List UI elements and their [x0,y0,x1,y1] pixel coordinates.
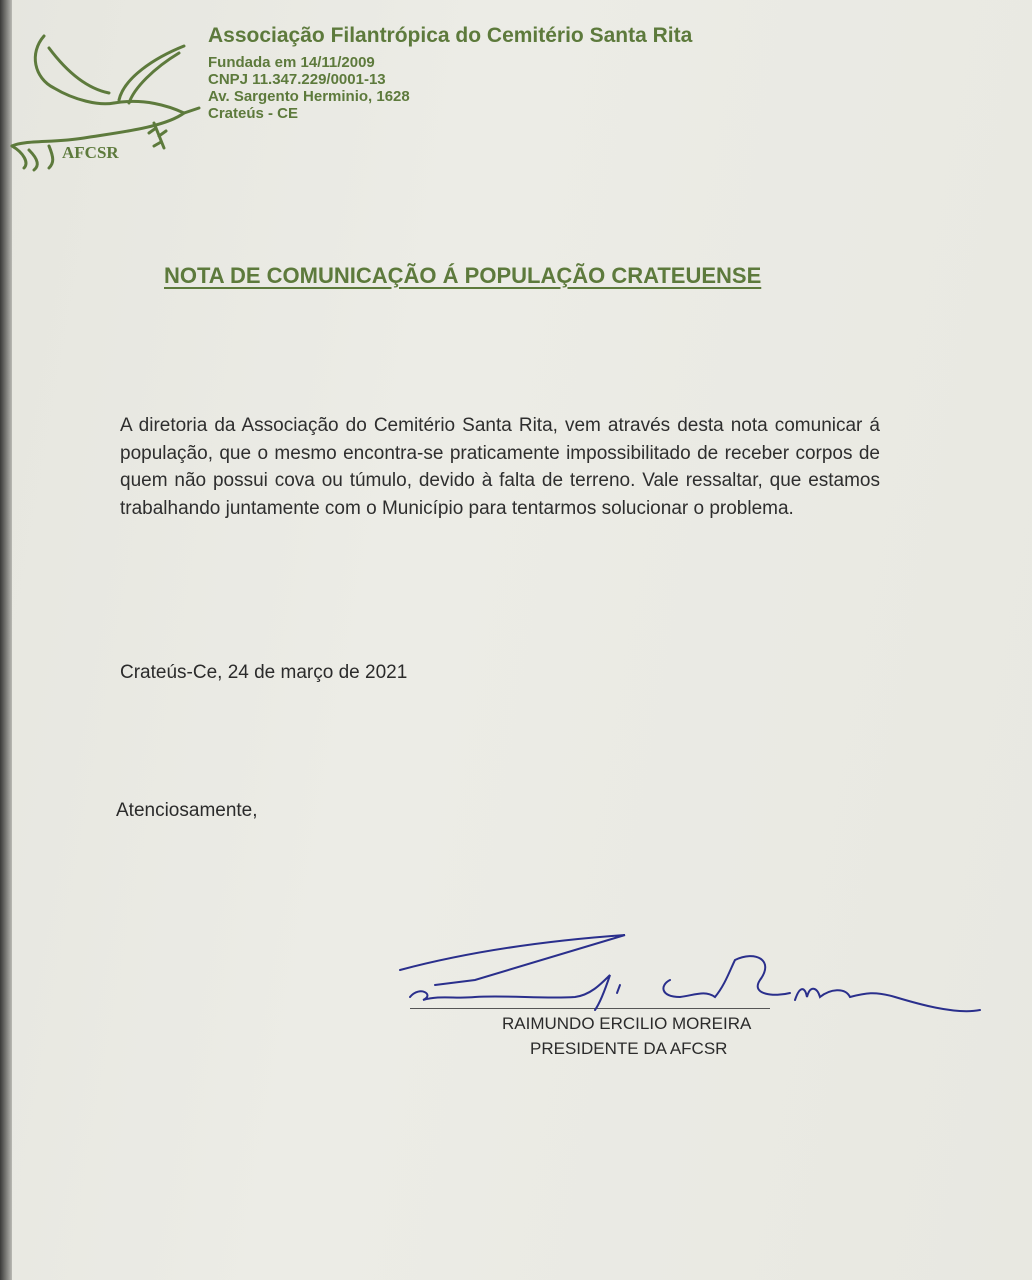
dove-logo-icon [4,28,204,178]
city: Crateús - CE [208,105,299,122]
closing: Atenciosamente, [116,800,258,821]
logo-text: AFCSR [62,143,119,162]
document-body: A diretoria da Associação do Cemitério Santa Rita, vem através desta nota comunicar á população, que o mesmo encontra-se praticamente impossibilitado de receber corpos de quem não possui cova ou túmulo, devido à falta de terreno. Vale ressaltar, que estamos trabalhando juntamente com o Município para tentarmos solucionar o problema. [120,415,880,519]
cnpj: CNPJ 11.347.229/0001-13 [208,71,386,88]
founded-date: Fundada em 14/11/2009 [208,54,375,71]
signatory-name: RAIMUNDO ERCILIO MOREIRA [502,1014,752,1033]
address: Av. Sargento Herminio, 1628 [208,88,410,105]
letterhead [208,24,692,122]
photo-edge-shadow [0,0,12,1280]
date-line: Crateús-Ce, 24 de março de 2021 [120,662,408,683]
signatory-role: PRESIDENTE DA AFCSR [530,1039,728,1058]
organization-name: Associação Filantrópica do Cemitério Santa Rita [208,24,693,47]
document-title: NOTA DE COMUNICAÇÃO Á POPULAÇÃO CRATEUENSE [164,263,762,288]
